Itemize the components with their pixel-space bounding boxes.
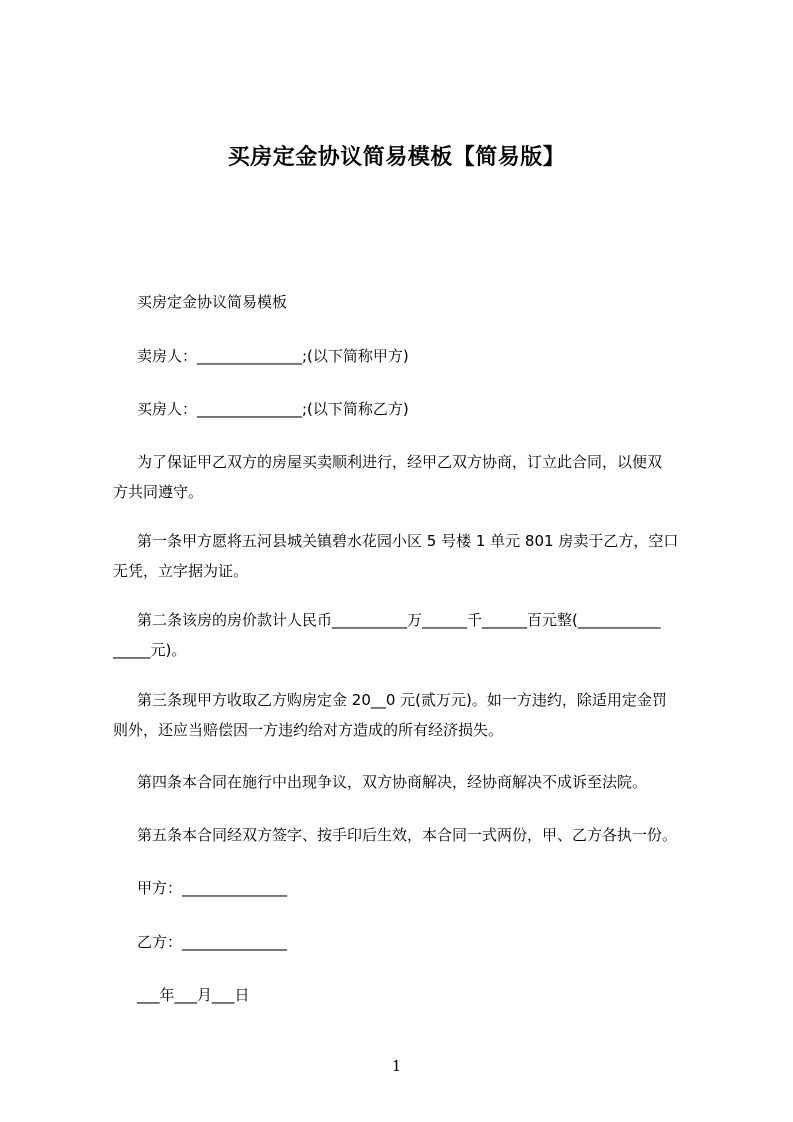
article-1-line-2: 无凭，立字据为证。 bbox=[113, 562, 249, 580]
article-1-paragraph bbox=[113, 526, 703, 586]
article-3-paragraph bbox=[113, 685, 703, 745]
article-3-line-1: 第三条现甲方收取乙方购房定金 20__0 元(贰万元)。如一方违约，除适用定金罚 bbox=[137, 691, 667, 709]
document-title: 买房定金协议简易模板【简易版】 bbox=[227, 145, 566, 170]
page-number: 1 bbox=[391, 1057, 402, 1075]
seller-line: 卖房人：______________;(以下简称甲方) bbox=[137, 347, 409, 365]
article-1-line-1: 第一条甲方愿将五河县城关镇碧水花园小区 5 号楼 1 单元 801 房卖于乙方，空口 bbox=[137, 532, 679, 550]
preamble-paragraph bbox=[113, 447, 703, 507]
document-subtitle: 买房定金协议简易模板 bbox=[137, 293, 288, 311]
article-4-line: 第四条本合同在施行中出现争议，双方协商解决，经协商解决不成诉至法院。 bbox=[137, 773, 648, 791]
article-2-line-2: _____元)。 bbox=[113, 641, 187, 659]
date-line: ___年___月___日 bbox=[137, 986, 250, 1004]
article-2-line-1: 第二条该房的房价款计人民币__________万______千______百元整(___________ bbox=[137, 611, 661, 629]
preamble-line-2: 方共同遵守。 bbox=[113, 483, 204, 501]
article-5-line: 第五条本合同经双方签字、按手印后生效，本合同一式两份，甲、乙方各执一份。 bbox=[137, 826, 678, 844]
preamble-line-1: 为了保证甲乙双方的房屋买卖顺利进行，经甲乙双方协商，订立此合同，以便双 bbox=[137, 453, 663, 471]
article-2-paragraph bbox=[113, 605, 703, 665]
party-b-signature-line: 乙方：______________ bbox=[137, 933, 288, 951]
party-a-signature-line: 甲方：______________ bbox=[137, 879, 288, 897]
buyer-line: 买房人：______________;(以下简称乙方) bbox=[137, 400, 409, 418]
article-3-line-2: 则外，还应当赔偿因一方违约给对方造成的所有经济损失。 bbox=[113, 721, 504, 739]
